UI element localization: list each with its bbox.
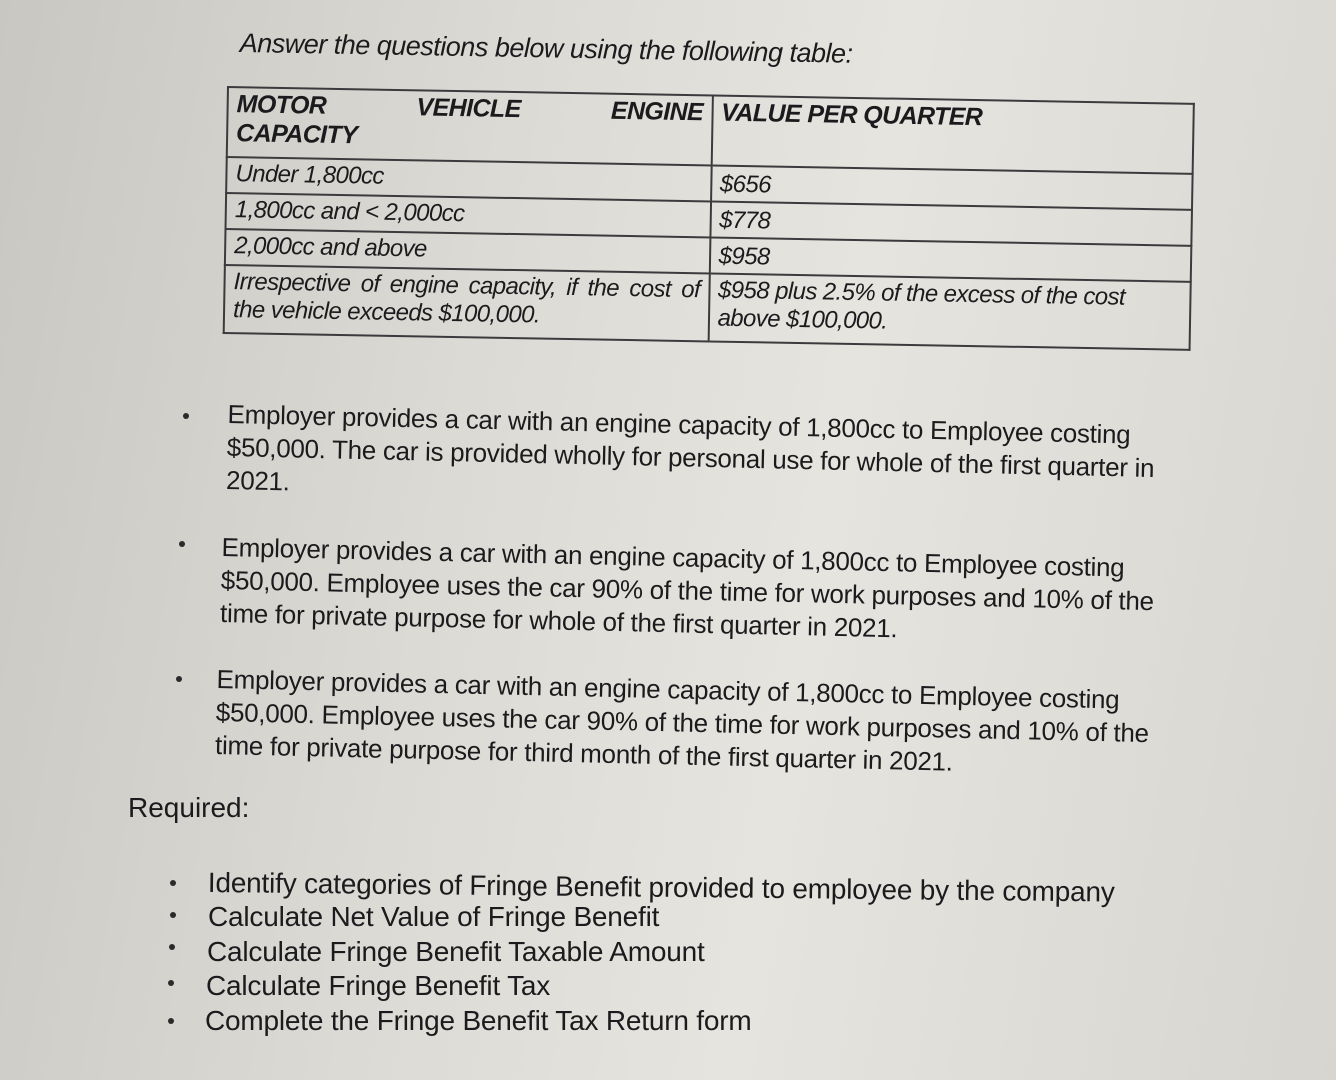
value-cell: $958 plus 2.5% of the excess of the cost above $100,000. xyxy=(708,273,1191,349)
required-heading: Required: xyxy=(128,792,250,823)
header-engine-capacity: MOTOR VEHICLE ENGINE CAPACITY xyxy=(227,87,713,165)
required-item: Identify categories of Fringe Benefit provided to employee by the company xyxy=(207,867,1115,908)
bullet-icon xyxy=(179,541,185,547)
capacity-cell: 2,000cc and above xyxy=(225,229,710,273)
bullet-icon xyxy=(170,880,176,886)
capacity-cell: Under 1,800cc xyxy=(226,157,711,201)
intro-text: Answer the questions below using the following table: xyxy=(239,28,853,69)
scenario-1: Employer provides a car with an engine capacity of 1,800cc to Employee costing $50,000. The car is provided wholly for personal use for whole of the first quarter in 2021. xyxy=(225,398,1155,497)
bullet-icon xyxy=(176,676,182,682)
value-cell: $778 xyxy=(710,201,1192,245)
engine-capacity-table xyxy=(223,86,1195,351)
bullet-icon xyxy=(168,980,174,986)
scenario-2: Employer provides a car with an engine capacity of 1,800cc to Employee costing $50,000. Employee uses the car 90% of the time for work purposes and 10% of the time for private purpose for whole of the first quarter in 2021. xyxy=(219,531,1155,644)
bullet-icon xyxy=(169,944,175,950)
value-cell: $656 xyxy=(711,165,1193,209)
required-item: Calculate Fringe Benefit Taxable Amount xyxy=(207,936,705,967)
bullet-icon xyxy=(183,413,189,419)
header-value-per-quarter: VALUE PER QUARTER xyxy=(711,95,1194,173)
required-item: Complete the Fringe Benefit Tax Return form xyxy=(205,1005,752,1036)
capacity-cell: Irrespective of engine capacity, if the cost of the vehicle exceeds $100,000. xyxy=(224,265,710,341)
required-item: Calculate Fringe Benefit Tax xyxy=(206,970,551,1001)
required-item: Calculate Net Value of Fringe Benefit xyxy=(208,901,660,932)
value-cell: $958 xyxy=(709,237,1191,281)
scenario-3: Employer provides a car with an engine capacity of 1,800cc to Employee costing $50,000. Employee uses the car 90% of the time for work purposes and 10% of the time for private purpose for third month of the first quarter in 2021. xyxy=(214,663,1150,777)
bullet-icon xyxy=(170,912,176,918)
bullet-icon xyxy=(168,1018,174,1024)
capacity-cell: 1,800cc and < 2,000cc xyxy=(226,193,711,237)
